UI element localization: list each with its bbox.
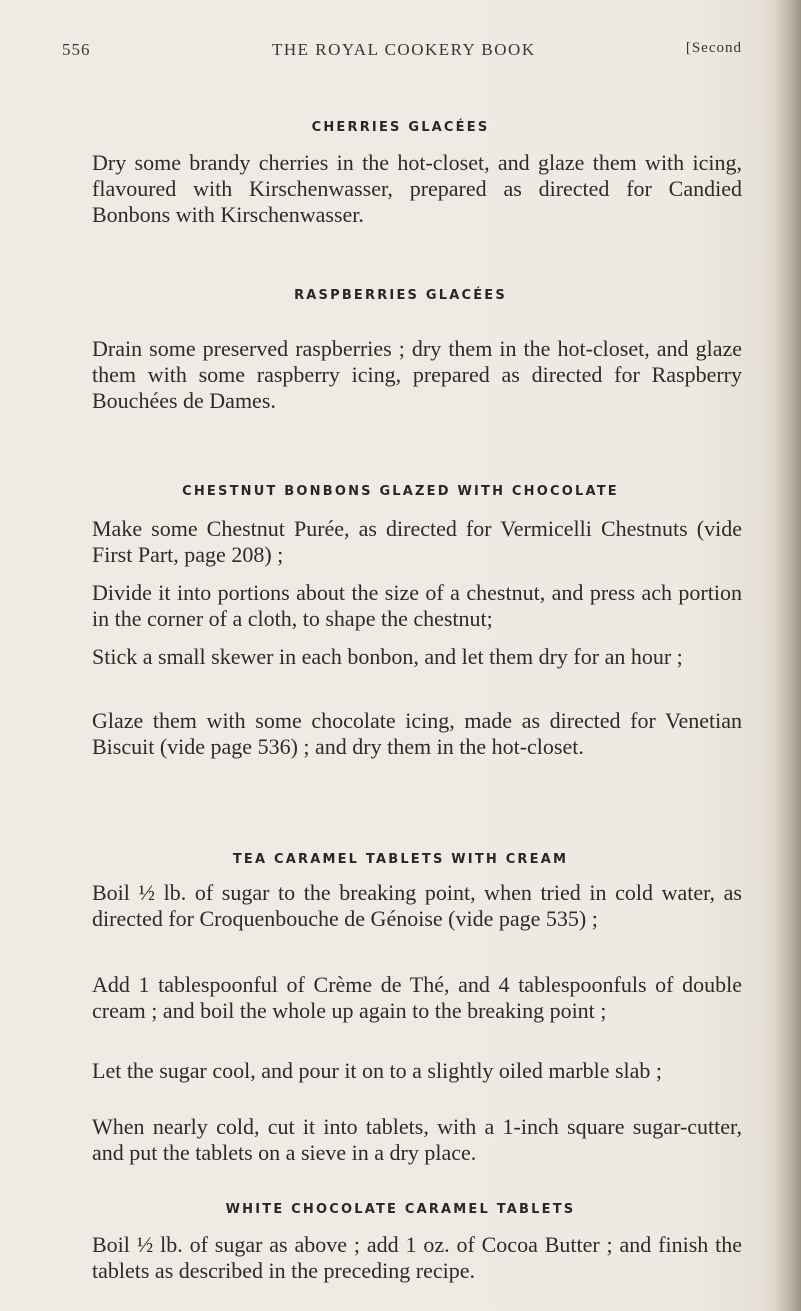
running-header	[62, 40, 742, 64]
recipe-heading: CHERRIES GLACÉES	[311, 120, 490, 135]
recipe-heading: CHESTNUT BONBONS GLAZED WITH CHOCOLATE	[182, 484, 619, 499]
recipe-paragraph: Let the sugar cool, and pour it on to a slightly oiled marble slab ;	[92, 1058, 663, 1083]
recipe-paragraph: Divide it into portions about the size of a chestnut, and press ach portion in the corner of a cloth, to shape the chestnut;	[92, 580, 742, 631]
recipe-paragraph: Glaze them with some chocolate icing, made as directed for Venetian Biscuit (vide page 536) ; and dry them in the hot-closet.	[92, 708, 742, 759]
recipe-paragraph: When nearly cold, cut it into tablets, with a 1-inch square sugar-cutter, and put the tablets on a sieve in a dry place.	[92, 1114, 742, 1165]
recipe-heading: RASPBERRIES GLACÉES	[294, 288, 507, 303]
recipe-heading: WHITE CHOCOLATE CARAMEL TABLETS	[225, 1202, 576, 1217]
recipe-heading: TEA CARAMEL TABLETS WITH CREAM	[232, 852, 569, 867]
recipe-paragraph: Boil ½ lb. of sugar to the breaking point, when tried in cold water, as directed for Croquenbouche de Génoise (vide page 535) ;	[92, 880, 742, 931]
recipe-paragraph: Make some Chestnut Purée, as directed for Vermicelli Chestnuts (vide First Part, page 208) ;	[92, 516, 742, 567]
section-marker: [Second	[685, 40, 742, 56]
recipe-paragraph: Dry some brandy cherries in the hot-closet, and glaze them with icing, flavoured with Kirschenwasser, prepared as directed for Candied Bonbons with Kirschenwasser.	[92, 150, 742, 227]
recipe-paragraph: Drain some preserved raspberries ; dry them in the hot-closet, and glaze them with some raspberry icing, prepared as directed for Raspberry Bouchées de Dames.	[92, 336, 742, 413]
recipe-paragraph: Boil ½ lb. of sugar as above ; add 1 oz. of Cocoa Butter ; and finish the tablets as described in the preceding recipe.	[92, 1232, 742, 1283]
recipe-paragraph: Add 1 tablespoonful of Crème de Thé, and 4 tablespoonfuls of double cream ; and boil the whole up again to the breaking point ;	[92, 972, 742, 1023]
running-title: THE ROYAL COOKERY BOOK	[272, 40, 536, 59]
page-edge-shadow	[773, 0, 801, 1311]
recipe-paragraph: Stick a small skewer in each bonbon, and let them dry for an hour ;	[92, 644, 683, 669]
page-number: 556	[62, 40, 91, 59]
